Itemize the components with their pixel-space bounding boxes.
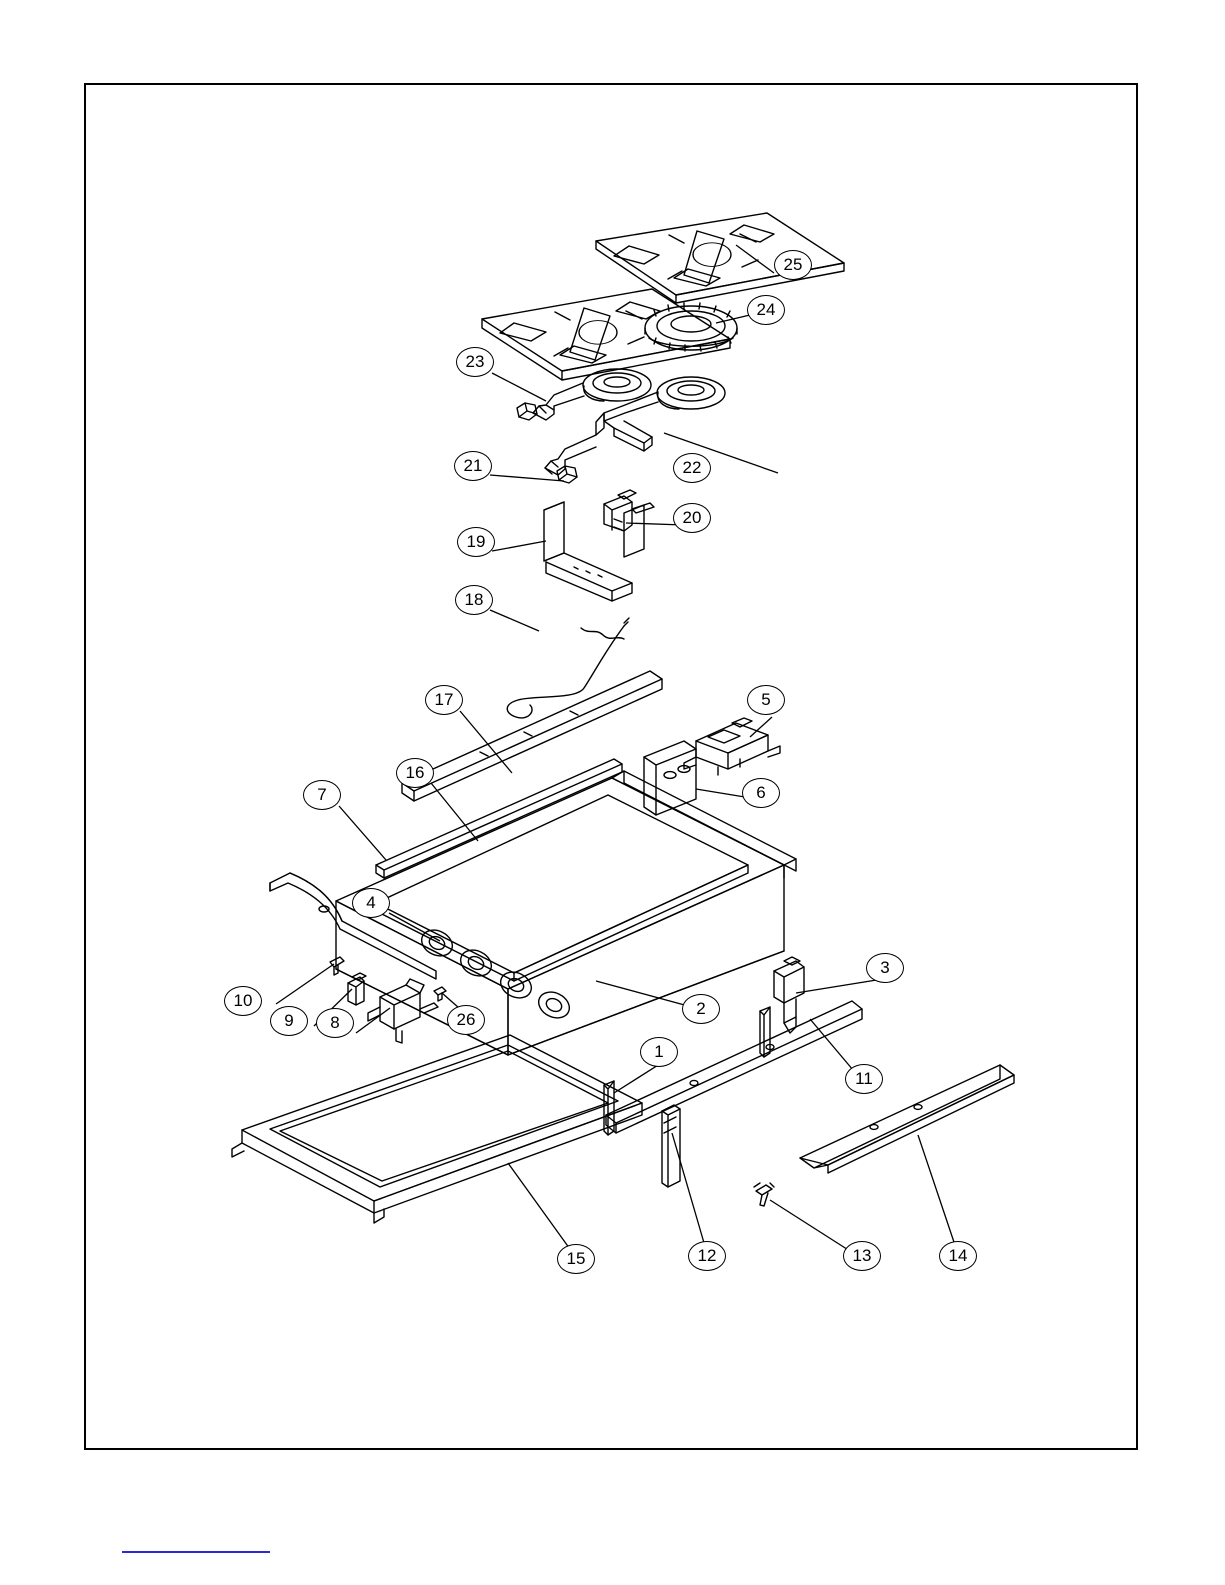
callout-20[interactable]: 20: [673, 503, 711, 533]
part-burner-venturi-upper: [517, 369, 651, 420]
callout-12[interactable]: 12: [688, 1241, 726, 1271]
callout-23[interactable]: 23: [456, 347, 494, 377]
callout-2[interactable]: 2: [682, 994, 720, 1024]
callout-22[interactable]: 22: [673, 453, 711, 483]
part-back-panel-14: [800, 1065, 1014, 1173]
callout-4[interactable]: 4: [352, 888, 390, 918]
part-side-rail-11: [606, 1001, 862, 1133]
part-control-knobs: [417, 925, 573, 1023]
part-support-post-12: [662, 1105, 680, 1187]
callout-15[interactable]: 15: [557, 1244, 595, 1274]
part-front-rail: [270, 873, 436, 979]
callout-8[interactable]: 8: [316, 1008, 354, 1038]
callout-10[interactable]: 10: [224, 986, 262, 1016]
part-grate-top-front: [482, 289, 730, 380]
part-gas-valve-8: [368, 979, 438, 1043]
part-burner-bracket: [544, 502, 644, 601]
callout-14[interactable]: 14: [939, 1241, 977, 1271]
part-pilot-tube: [507, 618, 629, 718]
callout-7[interactable]: 7: [303, 780, 341, 810]
part-drip-tray-15: [232, 1035, 642, 1223]
callout-6[interactable]: 6: [742, 778, 780, 808]
callout-19[interactable]: 19: [457, 527, 495, 557]
callout-1[interactable]: 1: [640, 1037, 678, 1067]
callout-25[interactable]: 25: [774, 250, 812, 280]
exploded-parts-diagram: [84, 83, 1138, 1450]
callout-18[interactable]: 18: [455, 585, 493, 615]
part-thermostat-switch: [684, 718, 780, 775]
callout-5[interactable]: 5: [747, 685, 785, 715]
callout-9[interactable]: 9: [270, 1006, 308, 1036]
callout-3[interactable]: 3: [866, 953, 904, 983]
part-fastener-13: [754, 1183, 774, 1206]
callout-21[interactable]: 21: [454, 451, 492, 481]
callout-24[interactable]: 24: [747, 295, 785, 325]
part-valve-screw-26: [434, 987, 446, 1001]
callout-13[interactable]: 13: [843, 1241, 881, 1271]
footer-link[interactable]: [122, 1549, 270, 1553]
part-fitting-9: [348, 973, 366, 1005]
callout-17[interactable]: 17: [425, 685, 463, 715]
callout-16[interactable]: 16: [396, 758, 434, 788]
callout-11[interactable]: 11: [845, 1064, 883, 1094]
part-pilot-valve-3: [774, 957, 804, 1033]
callout-26[interactable]: 26: [447, 1005, 485, 1035]
